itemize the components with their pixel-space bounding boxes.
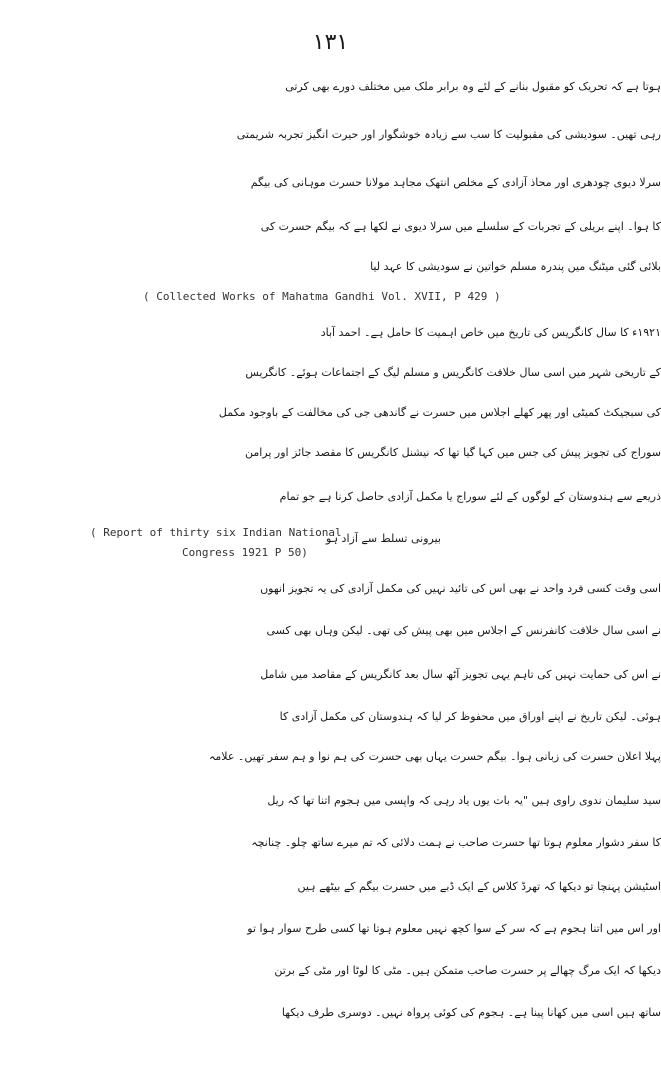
- citation-line: ( Report of thirty six Indian National: [90, 526, 342, 539]
- text-line: دیکھا کہ ایک مرگ چھالے پر حسرت صاحب متمکن ہیں۔ مٹی کا لوٹا اور مٹی کے برتن: [274, 964, 661, 977]
- text-line: اسی وقت کسی فرد واحد نے بھی اس کی تائید نہیں کی مکمل آزادی کی یہ تجویز انھوں: [260, 582, 661, 595]
- text-line: کی سبجیکٹ کمیٹی اور پھر کھلے اجلاس میں حسرت نے گاندھی جی کی مخالفت کے باوجود مکمل: [218, 406, 661, 419]
- text-line: نے اس کی حمایت نہیں کی تاہم یہی تجویز آٹھ سال بعد کانگریس کے مقاصد میں شامل: [260, 668, 661, 681]
- text-line: اسٹیشن پہنچا تو دیکھا کہ تھرڈ کلاس کے ایک ڈبے میں حسرت بیگم کے بیٹھے ہیں: [297, 880, 661, 893]
- text-line: ذریعے سے ہندوستان کے لوگوں کے لئے سوراج یا مکمل آزادی حاصل کرنا ہے جو تمام: [279, 490, 661, 503]
- citation: ( Collected Works of Mahatma Gandhi Vol. XVII, P 429 ): [143, 290, 501, 303]
- text-line: ہوئی۔ لیکن تاریخ نے اپنے اوراق میں محفوظ کر لیا کہ ہندوستان کی مکمل آزادی کا: [279, 710, 661, 723]
- text-line: کا ہوا۔ اپنے بریلی کے تجربات کے سلسلے میں سرلا دیوی نے لکھا ہے کہ بیگم حسرت کی: [260, 220, 661, 233]
- text-line: سرلا دیوی چودھری اور محاذ آزادی کے مخلص انتھک مجاہد مولانا حسرت موہانی کی بیگم: [250, 176, 661, 189]
- text-line: ۱۹۲۱ء کا سال کانگریس کی تاریخ میں خاص اہمیت کا حامل ہے۔ احمد آباد: [320, 326, 661, 339]
- text-line: بلائی گئی میٹنگ میں پندرہ مسلم خواتین نے سودیشی کا عہد لیا: [370, 260, 661, 273]
- text-line: سید سلیمان ندوی راوی ہیں "یہ بات یوں یاد رہی کہ واپسی میں ہجوم اتنا تھا کہ ریل: [267, 794, 661, 807]
- text-line: اور اس میں اتنا ہجوم ہے کہ سر کے سوا کچھ نہیں معلوم ہوتا تھا کسی طرح سوار ہوا تو: [247, 922, 661, 935]
- text-line: رہی تھیں۔ سودیشی کی مقبولیت کا سب سے زیادہ خوشگوار اور حیرت انگیز تجربہ شریمتی: [236, 128, 661, 141]
- text-line: بیرونی تسلط سے آزاد ہو: [325, 532, 441, 545]
- text-line: نے اسی سال خلافت کانفرنس کے اجلاس میں بھی پیش کی تھی۔ لیکن وہاں بھی کسی: [266, 624, 661, 637]
- text-line: کا سفر دشوار معلوم ہوتا تھا حسرت صاحب نے ہمت دلائی کہ تم میرے ساتھ چلو۔ چنانچہ: [251, 836, 661, 849]
- text-line: سوراج کی تجویز پیش کی جس میں کہا گیا تھا کہ نیشنل کانگریس کا مقصد جائز اور پرامن: [244, 446, 661, 459]
- text-line: پہلا اعلان حسرت کی زبانی ہوا۔ بیگم حسرت یہاں بھی حسرت کی ہم نوا و ہم سفر تھیں۔ علامہ: [208, 750, 661, 763]
- citation-line: Congress 1921 P 50): [182, 546, 308, 559]
- page-number: ۱۳۱: [312, 30, 349, 55]
- text-line: ساتھ ہیں اسی میں کھانا پینا ہے۔ ہجوم کی کوئی پرواہ نہیں۔ دوسری طرف دیکھا: [281, 1006, 661, 1019]
- text-line: کے تاریخی شہر میں اسی سال خلافت کانگریس و مسلم لیگ کے اجتماعات ہوئے۔ کانگریس: [245, 366, 661, 379]
- text-line: ہوتا ہے کہ تحریک کو مقبول بنانے کے لئے وہ برابر ملک میں مختلف دورے بھی کرتی: [285, 80, 661, 93]
